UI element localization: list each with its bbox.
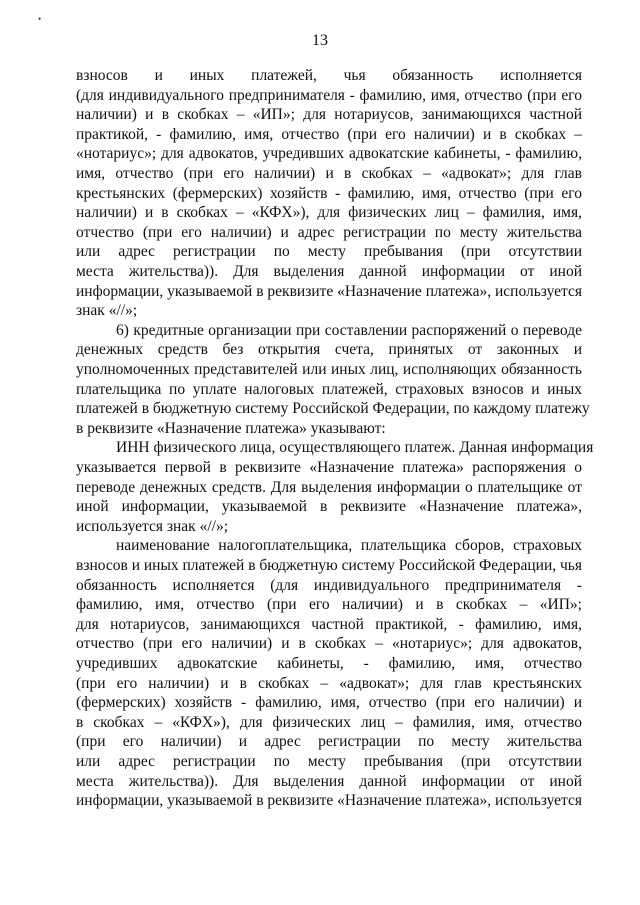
text-line: или адрес регистрации по месту пребывания (при отсутствии	[76, 753, 582, 770]
text-line: (при его наличии) и адрес регистрации по месту жительства	[76, 733, 582, 751]
text-line: учредивших адвокатские кабинеты, - фамилию, имя, отчество	[76, 655, 582, 672]
corner-mark: •	[38, 14, 42, 24]
text-line: отчество (при его наличии) и адрес регистрации по месту жительства	[76, 223, 582, 241]
text-line: в скобках – «КФХ»), для физических лиц – фамилия, имя, отчество	[76, 713, 582, 731]
text-line: для нотариусов, занимающихся частной практикой, - фамилию, имя,	[76, 615, 582, 633]
text-line: знак «//»;	[76, 302, 138, 320]
text-line: платежей в бюджетную систему Российской Федерации, по каждому платежу	[76, 400, 590, 418]
text-line: информации, указываемой в реквизите «Назначение платежа», используется	[76, 792, 582, 810]
page-number: 13	[312, 32, 328, 49]
text-line: взносов и иных платежей, чья обязанность исполняется	[76, 67, 582, 84]
text-line: взносов и иных платежей в бюджетную систему Российской Федерации, чья	[76, 557, 582, 574]
text-line: в реквизите «Назначение платежа» указывают:	[76, 419, 386, 437]
text-line: используется знак «//»;	[76, 517, 229, 535]
text-line: плательщика по уплате налоговых платежей, страховых взносов и иных	[76, 380, 582, 398]
text-line: (при его наличии) и в скобках – «адвокат»; для глав крестьянских	[76, 674, 582, 692]
text-line: 6) кредитные организации при составлении распоряжений о переводе	[116, 321, 582, 339]
text-line: места жительства)). Для выделения данной информации от иной	[76, 772, 582, 790]
text-line: крестьянских (фермерских) хозяйств - фамилию, имя, отчество (при его	[76, 184, 582, 202]
text-line: наличии) и в скобках – «КФХ»), для физических лиц – фамилия, имя,	[76, 204, 582, 222]
text-line: практикой, - фамилию, имя, отчество (при его наличии) и в скобках –	[76, 125, 582, 143]
text-line: переводе денежных средств. Для выделения информации о плательщике от	[76, 478, 582, 496]
text-line: фамилию, имя, отчество (при его наличии) и в скобках – «ИП»;	[76, 596, 582, 614]
text-line: места жительства)). Для выделения данной информации от иной	[76, 263, 582, 280]
text-line: указывается первой в реквизите «Назначение платежа» распоряжения о	[76, 459, 582, 476]
text-line: отчество (при его наличии) и в скобках – «нотариус»; для адвокатов,	[76, 635, 582, 653]
text-line: (для индивидуального предпринимателя - фамилию, имя, отчество (при его	[76, 86, 582, 104]
text-line: или адрес регистрации по месту пребывания (при отсутствии	[76, 243, 582, 261]
text-line: ИНН физического лица, осуществляющего платеж. Данная информация	[116, 439, 594, 457]
text-line: уполномоченных представителей или иных лиц, исполняющих обязанность	[76, 361, 582, 378]
text-line: имя, отчество (при его наличии) и в скобках – «адвокат»; для глав	[76, 165, 582, 182]
text-line: денежных средств без открытия счета, принятых от законных и	[76, 341, 582, 359]
text-line: информации, указываемой в реквизите «Назначение платежа», используется	[76, 282, 582, 300]
text-line: иной информации, указываемой в реквизите «Назначение платежа»,	[76, 498, 582, 516]
text-line: наличии) и в скобках – «ИП»; для нотариусов, занимающихся частной	[76, 106, 582, 124]
text-line: «нотариус»; для адвокатов, учредивших адвокатские кабинеты, - фамилию,	[76, 145, 582, 163]
text-line: наименование налогоплательщика, плательщика сборов, страховых	[116, 537, 582, 555]
text-line: обязанность исполняется (для индивидуального предпринимателя -	[76, 576, 582, 594]
text-line: (фермерских) хозяйств - фамилию, имя, отчество (при его наличии) и	[76, 694, 582, 712]
